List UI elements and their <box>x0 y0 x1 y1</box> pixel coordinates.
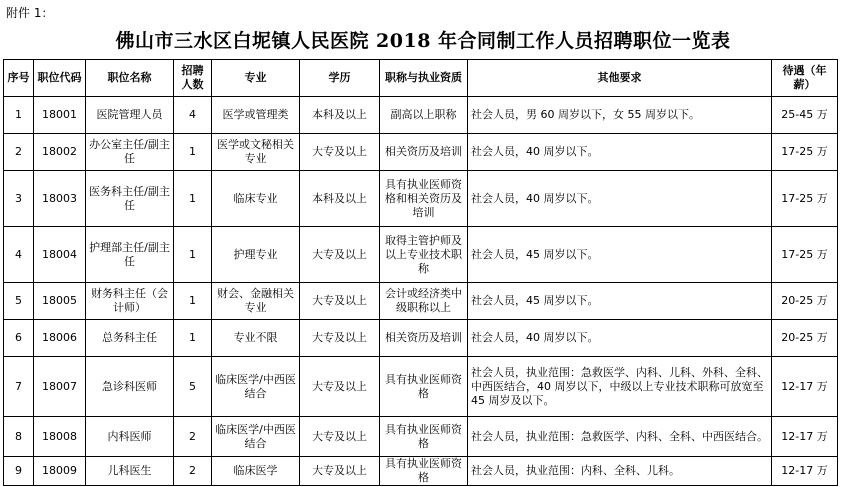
table-row <box>4 417 838 457</box>
header-cell: 学历 <box>300 60 380 97</box>
cell-code: 18001 <box>34 97 86 134</box>
cell-code: 18004 <box>34 227 86 283</box>
table-row <box>4 357 838 417</box>
cell-education: 大专及以上 <box>300 134 380 171</box>
table-row <box>4 227 838 283</box>
cell-index: 3 <box>4 171 34 227</box>
cell-education: 本科及以上 <box>300 171 380 227</box>
cell-index: 1 <box>4 97 34 134</box>
header-cell: 待遇（年薪） <box>772 60 838 97</box>
cell-major: 临床专业 <box>212 171 300 227</box>
cell-requirements: 社会人员，45 周岁以下。 <box>468 283 772 320</box>
header-cell: 职位名称 <box>86 60 174 97</box>
cell-index: 9 <box>4 457 34 486</box>
cell-requirements: 社会人员，执业范围：急救医学、内科、儿科、外科、全科、中西医结合，40 周岁以下，中级以上专业技术职称可放宽至 45 周岁及以下。 <box>468 357 772 417</box>
cell-count: 2 <box>174 457 212 486</box>
cell-count: 1 <box>174 283 212 320</box>
table-row <box>4 283 838 320</box>
cell-salary: 20-25 万 <box>772 320 838 357</box>
cell-salary: 12-17 万 <box>772 417 838 457</box>
page-title: 佛山市三水区白坭镇人民医院 2018 年合同制工作人员招聘职位一览表 <box>115 30 731 52</box>
cell-requirements: 社会人员，执业范围：急救医学、内科、全科、中西医结合。 <box>468 417 772 457</box>
cell-index: 4 <box>4 227 34 283</box>
cell-position: 护理部主任/副主任 <box>86 227 174 283</box>
cell-position: 医院管理人员 <box>86 97 174 134</box>
header-row <box>4 60 838 97</box>
table-row <box>4 320 838 357</box>
cell-count: 5 <box>174 357 212 417</box>
cell-position: 财务科主任（会计师） <box>86 283 174 320</box>
table-row <box>4 457 838 486</box>
cell-education: 本科及以上 <box>300 97 380 134</box>
cell-qualification: 具有执业医师资格 <box>380 457 468 486</box>
cell-count: 1 <box>174 171 212 227</box>
cell-education: 大专及以上 <box>300 227 380 283</box>
cell-major: 医学或管理类 <box>212 97 300 134</box>
cell-position: 总务科主任 <box>86 320 174 357</box>
cell-requirements: 社会人员，45 周岁以下。 <box>468 227 772 283</box>
header-cell: 其他要求 <box>468 60 772 97</box>
cell-requirements: 社会人员，40 周岁以下。 <box>468 171 772 227</box>
cell-qualification: 相关资历及培训 <box>380 320 468 357</box>
cell-major: 专业不限 <box>212 320 300 357</box>
cell-count: 4 <box>174 97 212 134</box>
cell-code: 18003 <box>34 171 86 227</box>
cell-position: 急诊科医师 <box>86 357 174 417</box>
cell-code: 18008 <box>34 417 86 457</box>
cell-salary: 20-25 万 <box>772 283 838 320</box>
cell-qualification: 具有执业医师资格 <box>380 417 468 457</box>
cell-code: 18007 <box>34 357 86 417</box>
cell-major: 临床医学 <box>212 457 300 486</box>
header-cell: 招聘人数 <box>174 60 212 97</box>
cell-education: 大专及以上 <box>300 283 380 320</box>
cell-salary: 12-17 万 <box>772 457 838 486</box>
cell-index: 6 <box>4 320 34 357</box>
cell-education: 大专及以上 <box>300 357 380 417</box>
table-row <box>4 97 838 134</box>
cell-index: 7 <box>4 357 34 417</box>
cell-count: 1 <box>174 134 212 171</box>
cell-requirements: 社会人员，40 周岁以下。 <box>468 134 772 171</box>
job-table <box>3 59 838 486</box>
cell-major: 财会、金融相关专业 <box>212 283 300 320</box>
cell-count: 2 <box>174 417 212 457</box>
cell-salary: 17-25 万 <box>772 171 838 227</box>
cell-code: 18006 <box>34 320 86 357</box>
cell-education: 大专及以上 <box>300 417 380 457</box>
cell-count: 1 <box>174 320 212 357</box>
cell-education: 大专及以上 <box>300 320 380 357</box>
cell-code: 18005 <box>34 283 86 320</box>
cell-position: 儿科医生 <box>86 457 174 486</box>
cell-major: 临床医学/中西医结合 <box>212 417 300 457</box>
header-cell: 序号 <box>4 60 34 97</box>
cell-education: 大专及以上 <box>300 457 380 486</box>
cell-code: 18002 <box>34 134 86 171</box>
header-cell: 专业 <box>212 60 300 97</box>
cell-requirements: 社会人员，40 周岁以下。 <box>468 320 772 357</box>
cell-index: 8 <box>4 417 34 457</box>
annex-label: 附件 1： <box>6 6 54 20</box>
cell-position: 内科医师 <box>86 417 174 457</box>
cell-major: 医学或文秘相关专业 <box>212 134 300 171</box>
cell-qualification: 取得主管护师及以上专业技术职称 <box>380 227 468 283</box>
cell-code: 18009 <box>34 457 86 486</box>
table-row <box>4 134 838 171</box>
cell-requirements: 社会人员，执业范围：内科、全科、儿科。 <box>468 457 772 486</box>
cell-salary: 17-25 万 <box>772 134 838 171</box>
cell-requirements: 社会人员，男 60 周岁以下，女 55 周岁以下。 <box>468 97 772 134</box>
cell-count: 1 <box>174 227 212 283</box>
header-cell: 职位代码 <box>34 60 86 97</box>
cell-qualification: 具有执业医师资格 <box>380 357 468 417</box>
cell-qualification: 具有执业医师资格和相关资历及培训 <box>380 171 468 227</box>
cell-salary: 25-45 万 <box>772 97 838 134</box>
cell-position: 办公室主任/副主任 <box>86 134 174 171</box>
cell-major: 护理专业 <box>212 227 300 283</box>
header-cell: 职称与执业资质 <box>380 60 468 97</box>
cell-index: 5 <box>4 283 34 320</box>
cell-qualification: 会计或经济类中级职称以上 <box>380 283 468 320</box>
cell-qualification: 相关资历及培训 <box>380 134 468 171</box>
cell-position: 医务科主任/副主任 <box>86 171 174 227</box>
cell-salary: 17-25 万 <box>772 227 838 283</box>
cell-major: 临床医学/中西医结合 <box>212 357 300 417</box>
table-row <box>4 171 838 227</box>
cell-index: 2 <box>4 134 34 171</box>
cell-salary: 12-17 万 <box>772 357 838 417</box>
cell-qualification: 副高以上职称 <box>380 97 468 134</box>
